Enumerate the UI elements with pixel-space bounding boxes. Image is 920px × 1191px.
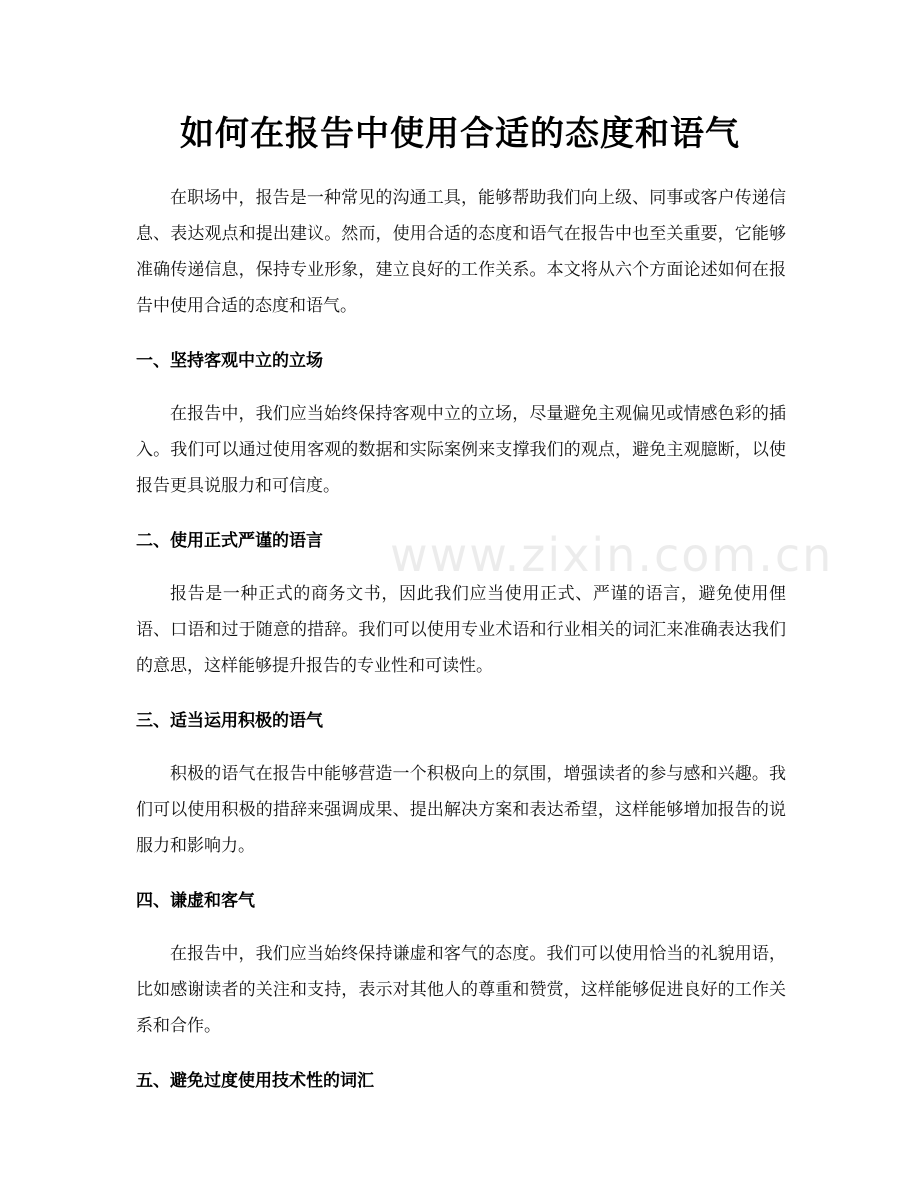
document-title: 如何在报告中使用合适的态度和语气 xyxy=(180,114,740,154)
section-5 xyxy=(136,1066,786,1096)
section-heading: 三、适当运用积极的语气 xyxy=(136,711,323,731)
section-heading: 四、谦虚和客气 xyxy=(136,891,255,911)
section-paragraph: 在报告中，我们应当始终保持谦虚和客气的态度。我们可以使用恰当的礼貌用语，比如感谢读者的关注和支持，表示对其他人的尊重和赞赏，这样能够促进良好的工作关系和合作。 xyxy=(136,944,786,1036)
section-2 xyxy=(136,526,786,684)
section-3 xyxy=(136,706,786,864)
document-body xyxy=(136,180,786,1116)
section-paragraph: 积极的语气在报告中能够营造一个积极向上的氛围，增强读者的参与感和兴趣。我们可以使用积极的措辞来强调成果、提出解决方案和表达希望，这样能够增加报告的说服力和影响力。 xyxy=(136,764,786,856)
section-paragraph: 报告是一种正式的商务文书，因此我们应当使用正式、严谨的语言，避免使用俚语、口语和过于随意的措辞。我们可以使用专业术语和行业相关的词汇来准确表达我们的意思，这样能够提升报告的专业性和可读性。 xyxy=(136,584,786,676)
watermark: www.zixin.com.cn xyxy=(390,528,834,582)
section-heading: 二、使用正式严谨的语言 xyxy=(136,531,323,551)
section-paragraph: 在报告中，我们应当始终保持客观中立的立场，尽量避免主观偏见或情感色彩的插入。我们可以通过使用客观的数据和实际案例来支撑我们的观点，避免主观臆断，以使报告更具说服力和可信度。 xyxy=(136,404,786,496)
section-heading: 一、坚持客观中立的立场 xyxy=(136,351,323,371)
intro-paragraph: 在职场中，报告是一种常见的沟通工具，能够帮助我们向上级、同事或客户传递信息、表达观点和提出建议。然而，使用合适的态度和语气在报告中也至关重要，它能够准确传递信息，保持专业形象，建立良好的工作关系。本文将从六个方面论述如何在报告中使用合适的态度和语气。 xyxy=(136,188,786,316)
section-4 xyxy=(136,886,786,1044)
section-heading: 五、避免过度使用技术性的词汇 xyxy=(136,1071,374,1091)
section-1 xyxy=(136,346,786,504)
